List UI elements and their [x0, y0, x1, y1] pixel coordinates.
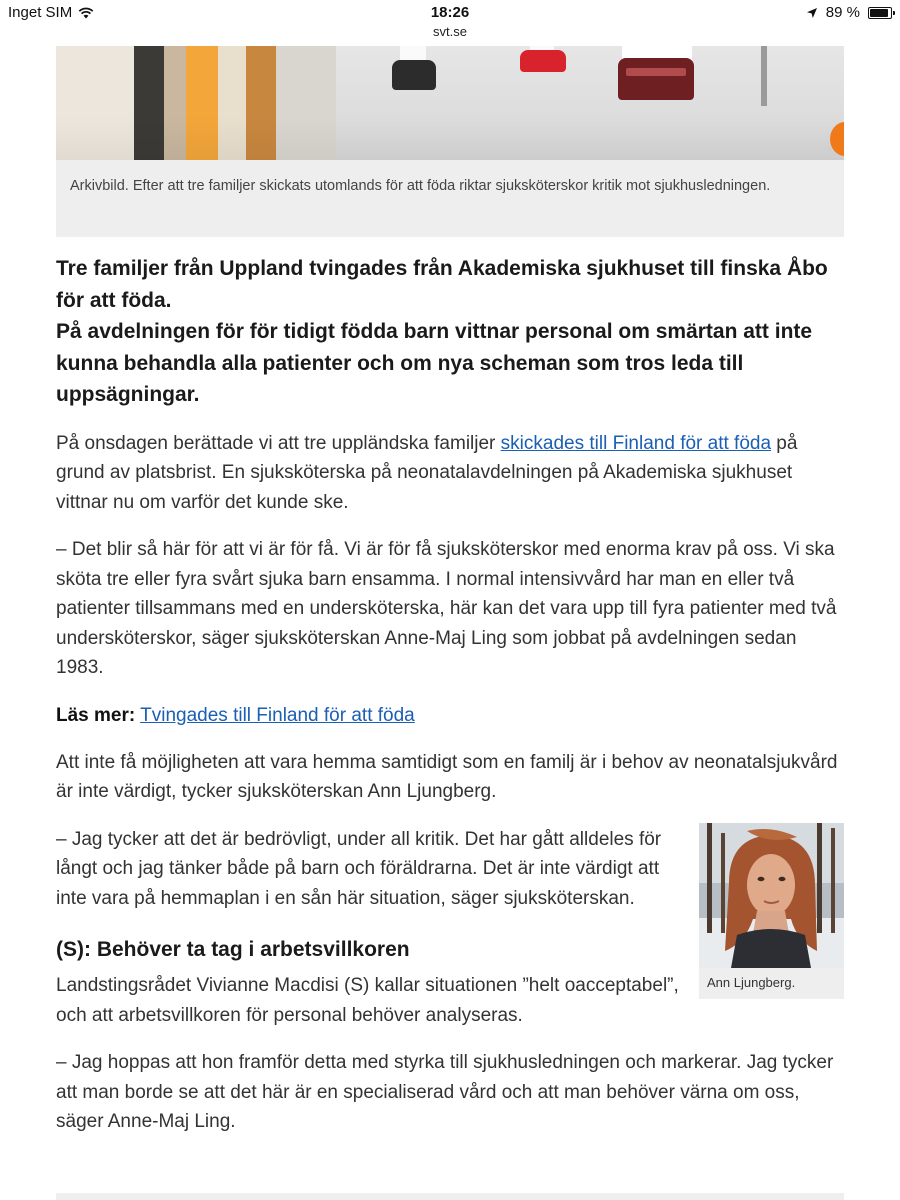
link-skickades-till-finland[interactable]: skickades till Finland för att föda	[500, 432, 772, 454]
portrait-illustration	[699, 823, 844, 968]
photo-shoe-dark	[392, 60, 436, 90]
paragraph-3: Att inte få möjligheten att vara hemma samtidigt som en familj är i behov av neonatalsjukvård är inte värdigt, tycker sjuksköterskan Ann Ljungberg.	[56, 751, 838, 802]
read-more-label: Läs mer:	[56, 704, 136, 726]
portrait-caption: Ann Ljungberg.	[707, 974, 796, 990]
address-bar-url[interactable]: svt.se	[433, 24, 467, 39]
lead-paragraph-2: På avdelningen för för tidigt födda barn vittnar personal om smärtan att inte kunna behandla alla patienter och om nya scheman som tros leda till uppsägningar.	[56, 320, 813, 406]
photo-sandal-strap	[626, 68, 686, 76]
paragraph-1-start: På onsdagen berättade vi att tre uppländska familjer	[56, 432, 501, 454]
photo-floor	[56, 116, 844, 160]
paragraph-6: – Jag hoppas att hon framför detta med styrka till sjukhusledningen och markerar. Jag tycker att man borde se att det här är en specialiserad vård och att man behöver värna om oss, säger Anne-Maj Ling.	[56, 1052, 834, 1132]
photo-chair-leg	[761, 46, 767, 106]
paragraph-1-end: på grund av platsbrist. En sjuksköterska på neonatalavdelningen på Akademiska sjukhuset vittnar nu om varför det kunde ske.	[56, 432, 798, 513]
status-bar	[0, 0, 900, 46]
portrait-figure	[699, 823, 844, 999]
paragraph-1	[56, 429, 846, 518]
portrait-photo[interactable]	[699, 823, 844, 968]
battery-fill	[870, 9, 888, 17]
read-more-link[interactable]: Tvingades till Finland för att föda	[140, 704, 415, 726]
article-body	[56, 253, 846, 1137]
lead-paragraph-1: Tre familjer från Uppland tvingades från Akademiska sjukhuset till finska Åbo för att föda.	[56, 257, 828, 312]
article-lead	[56, 253, 846, 411]
paragraph-5: Landstingsrådet Vivianne Macdisi (S) kallar situationen ”helt oacceptabel”, och att arbetsvillkoren för personal behöver analyseras.	[56, 975, 679, 1026]
battery-percent: 89 %	[825, 4, 860, 21]
clock: 18:26	[430, 4, 470, 21]
next-content-band	[56, 1193, 844, 1200]
battery-icon	[868, 7, 892, 19]
paragraph-4: – Jag tycker att det är bedrövligt, under all kritik. Det har gått alldeles för långt och jag tänker både på barn och föräldrarna. Det är inte värdigt att inte vara på hemmaplan i en sån här situation, säger sjuksköterskan.	[56, 828, 662, 909]
carrier-label: Inget SIM	[8, 4, 73, 21]
location-arrow-icon	[806, 7, 818, 19]
subheading: (S): Behöver ta tag i arbetsvillkoren	[56, 938, 410, 961]
hero-caption: Arkivbild. Efter att tre familjer skickats utomlands för att föda riktar sjuksköterskor kritik mot sjukhusledningen.	[56, 160, 844, 237]
status-right-group	[806, 4, 892, 21]
photo-sandal	[618, 58, 694, 100]
hero-photo	[56, 46, 844, 160]
paragraph-2: – Det blir så här för att vi är för få. Vi är för få sjuksköterskor med enorma krav på oss. Vi ska sköta tre eller fyra svårt sjuka barn ensamma. I normal intensivvård har man en eller två patienter tillsammans med en undersköterska, här kan det vara upp till fyra patienter med två undersköterskor, säger sjuksköterskan Anne-Maj Ling som jobbat på avdelningen sedan 1983.	[56, 539, 837, 678]
photo-shoe-red	[520, 50, 566, 72]
read-more	[56, 701, 846, 730]
